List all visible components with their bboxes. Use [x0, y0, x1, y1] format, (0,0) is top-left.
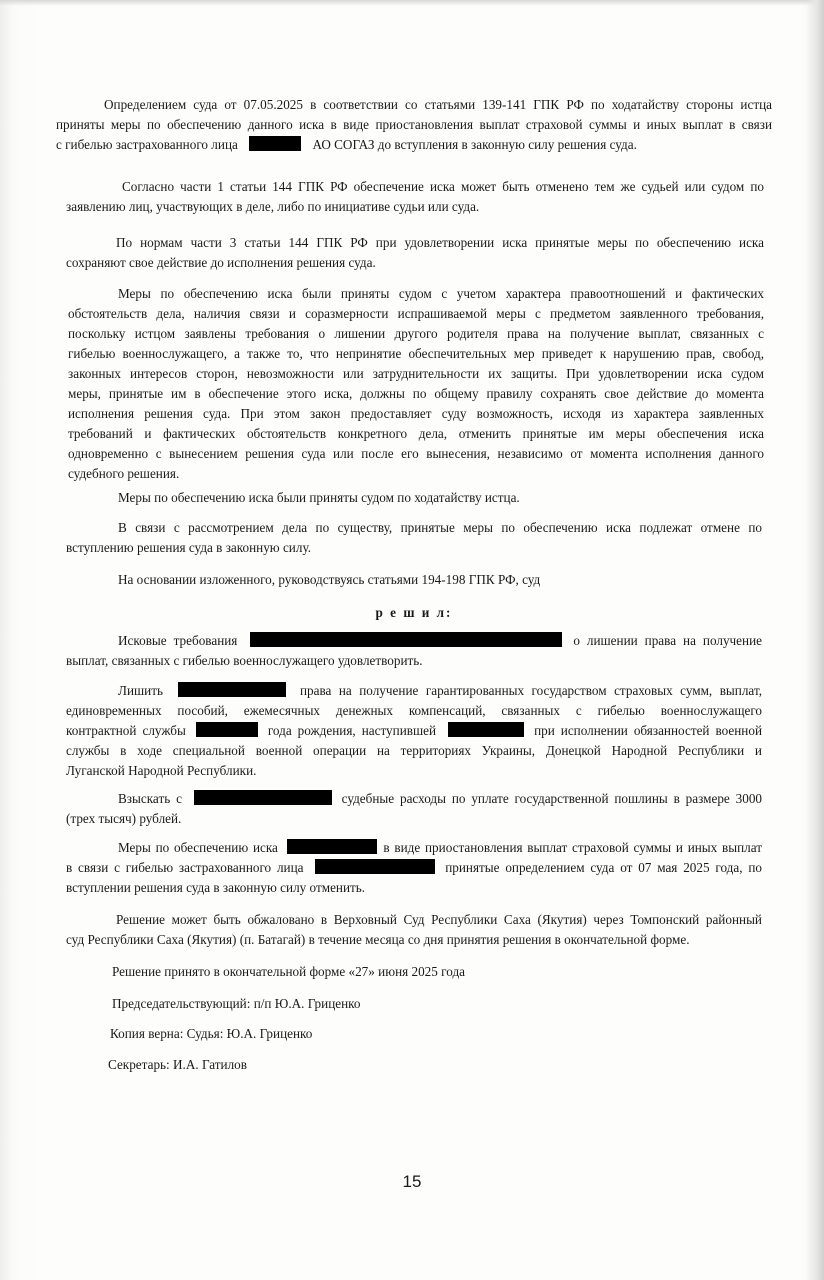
presiding-judge [112, 994, 712, 1014]
paragraph-7 [66, 570, 762, 590]
paragraph-9-line-3-end: при исполнении обязанностей военной [534, 723, 762, 738]
copy-certified [110, 1024, 710, 1044]
paragraph-2-line-1: Согласно части 1 статьи 144 ГПК РФ обеспечение иска может быть отменено тем же судьей или судом по [122, 179, 764, 194]
paragraph-9-line-1-end: права на получение гарантированных государством страховых сумм, выплат, [299, 683, 763, 698]
paragraph-4-line-10: судебного решения. [68, 466, 180, 481]
paragraph-10-line-1 [66, 789, 762, 809]
paragraph-3-line-1: По нормам части 3 статьи 144 ГПК РФ при удовлетворении иска принятые меры по обеспечению иска [116, 235, 764, 250]
paragraph-11-line-3: вступлении решения суда в законную силу отменить. [66, 880, 366, 895]
paragraph-10-line-2: (трех тысяч) рублей. [66, 811, 182, 826]
paragraph-12 [66, 910, 762, 950]
paragraph-10-line-1-end: судебные расходы по уплате государственной пошлины в размере 3000 [341, 791, 763, 806]
paragraph-11-line-1-end: в виде приостановления выплат страховой суммы и иных выплат [383, 840, 763, 855]
decision-heading-text: р е ш и л: [375, 605, 453, 620]
paragraph-9-line-1-start: Лишить [118, 683, 163, 698]
scan-right-edge [806, 0, 824, 1280]
paragraph-9-line-5: Луганской Народной Республики. [66, 763, 257, 778]
paragraph-11-line-2-end: принятые определением суда от 07 мая 2025 года, по [445, 860, 763, 875]
paragraph-2 [66, 177, 764, 217]
secretary [108, 1055, 708, 1075]
paragraph-9-line-2: единовременных пособий, ежемесячных денежных компенсаций, связанных с гибелью военнослужащего [66, 703, 762, 718]
paragraph-4-line-2: обстоятельств дела, наличия связи и соразмерности испрашиваемой меры с предметом заявленного требования, [68, 306, 764, 321]
paragraph-12-line-2: суд Республики Саха (Якутия) (п. Батагай) в течение месяца со дня принятия решения в окончательной форме. [66, 932, 690, 947]
paragraph-8-line-1-end: о лишении права на получение [573, 633, 762, 648]
redacted-name [178, 682, 286, 697]
paragraph-2-line-2: заявлению лиц, участвующих в деле, либо по инициативе судьи или суда. [66, 199, 480, 214]
paragraph-11-line-1 [66, 838, 762, 858]
paragraph-6 [66, 518, 762, 558]
redacted-name [249, 136, 301, 151]
paragraph-4-line-4: гибелью военнослужащего, а также то, что непринятие обеспечительных мер приведет к нарушению прав, свобод, [68, 346, 764, 361]
redacted-name [287, 839, 377, 854]
final-form-date [112, 962, 712, 982]
redacted-birthdate [196, 722, 258, 737]
paragraph-1-line-2: приняты меры по обеспечению данного иска в виде приостановления выплат страховой суммы и иных выплат в связи [56, 117, 772, 132]
paragraph-11-line-2 [66, 858, 762, 878]
paragraph-9-line-3-start: контрактной службы [66, 723, 186, 738]
paragraph-1-line-1: Определением суда от 07.05.2025 в соответствии со статьями 139-141 ГПК РФ по ходатайству стороны истца [104, 97, 772, 112]
page-number: 15 [402, 1172, 422, 1191]
paragraph-3 [66, 233, 764, 273]
paragraph-4-line-9: одновременно с вынесением решения суда или после его вынесения, независимо от момента исполнения данного [68, 446, 764, 461]
paragraph-8 [66, 631, 762, 671]
paragraph-11-line-1-start: Меры по обеспечению иска [118, 840, 278, 855]
paragraph-1-line-3-start: с гибелью застрахованного лица [56, 137, 238, 152]
decision-heading [66, 603, 762, 623]
paragraph-6-line-1: В связи с рассмотрением дела по существу, принятые меры по обеспечению иска подлежат отмене по [118, 520, 762, 535]
redacted-name [315, 859, 435, 874]
paragraph-4-line-1: Меры по обеспечению иска были приняты судом с учетом характера правоотношений и фактических [118, 286, 764, 301]
final-form-date-text: Решение принято в окончательной форме «27» июня 2025 года [112, 964, 466, 979]
paragraph-8-line-1-start: Исковые требования [118, 633, 238, 648]
paragraph-7-line-1: На основании изложенного, руководствуясь статьями 194-198 ГПК РФ, суд [118, 572, 541, 587]
paragraph-11-line-2-start: в связи с гибелью застрахованного лица [66, 860, 304, 875]
paragraph-8-line-1 [66, 631, 762, 651]
paragraph-8-line-2: выплат, связанных с гибелью военнослужащего удовлетворить. [66, 653, 423, 668]
paragraph-9 [66, 681, 762, 781]
redacted-name [250, 632, 562, 647]
paragraph-4-line-8: требований и фактических обстоятельств конкретного дела, отменить принятые им меры обеспечения иска [68, 426, 764, 441]
redacted-date [448, 722, 524, 737]
paragraph-4-line-7: исполнения решения суда. При этом закон предоставляет суду возможность, исходя из характера заявленных [68, 406, 764, 421]
paragraph-9-line-4: службы в ходе специальной военной операции на территориях Украины, Донецкой Народной Республики и [66, 743, 762, 758]
paragraph-3-line-2: сохраняют свое действие до исполнения решения суда. [66, 255, 376, 270]
paragraph-1 [56, 95, 772, 155]
paragraph-1-line-3 [56, 135, 772, 155]
presiding-judge-text: Председательствующий: п/п Ю.А. Гриценко [112, 996, 361, 1011]
paragraph-10-line-1-start: Взыскать с [118, 791, 182, 806]
paragraph-11 [66, 838, 762, 898]
paragraph-4 [68, 284, 764, 484]
redacted-name [194, 790, 332, 805]
secretary-text: Секретарь: И.А. Гатилов [108, 1057, 247, 1072]
paragraph-10 [66, 789, 762, 829]
paragraph-5-line-1: Меры по обеспечению иска были приняты судом по ходатайству истца. [118, 490, 520, 505]
paragraph-6-line-2: вступлению решения суда в законную силу. [66, 540, 312, 555]
paragraph-9-line-3 [66, 721, 762, 741]
paragraph-5 [66, 488, 764, 508]
paragraph-9-line-1 [66, 681, 762, 701]
paragraph-4-line-3: поскольку истцом заявлены требования о лишении другого родителя права на получение выплат, связанных с [68, 326, 764, 341]
paragraph-4-line-6: меры, принятые им в обеспечение этого иска, должны по общему правилу сохранять свое действие до момента [68, 386, 764, 401]
paragraph-9-line-3-middle: года рождения, наступившей [267, 723, 437, 738]
paragraph-4-line-5: законных интересов сторон, невозможности или затруднительности их защиты. При удовлетворении иска судом [68, 366, 764, 381]
paragraph-12-line-1: Решение может быть обжаловано в Верховный Суд Республики Саха (Якутия) через Томпонский районный [116, 912, 762, 927]
scan-top-shadow [0, 0, 824, 6]
copy-certified-text: Копия верна: Судья: Ю.А. Гриценко [110, 1026, 313, 1041]
paragraph-1-line-3-end: АО СОГАЗ до вступления в законную силу решения суда. [312, 137, 637, 152]
